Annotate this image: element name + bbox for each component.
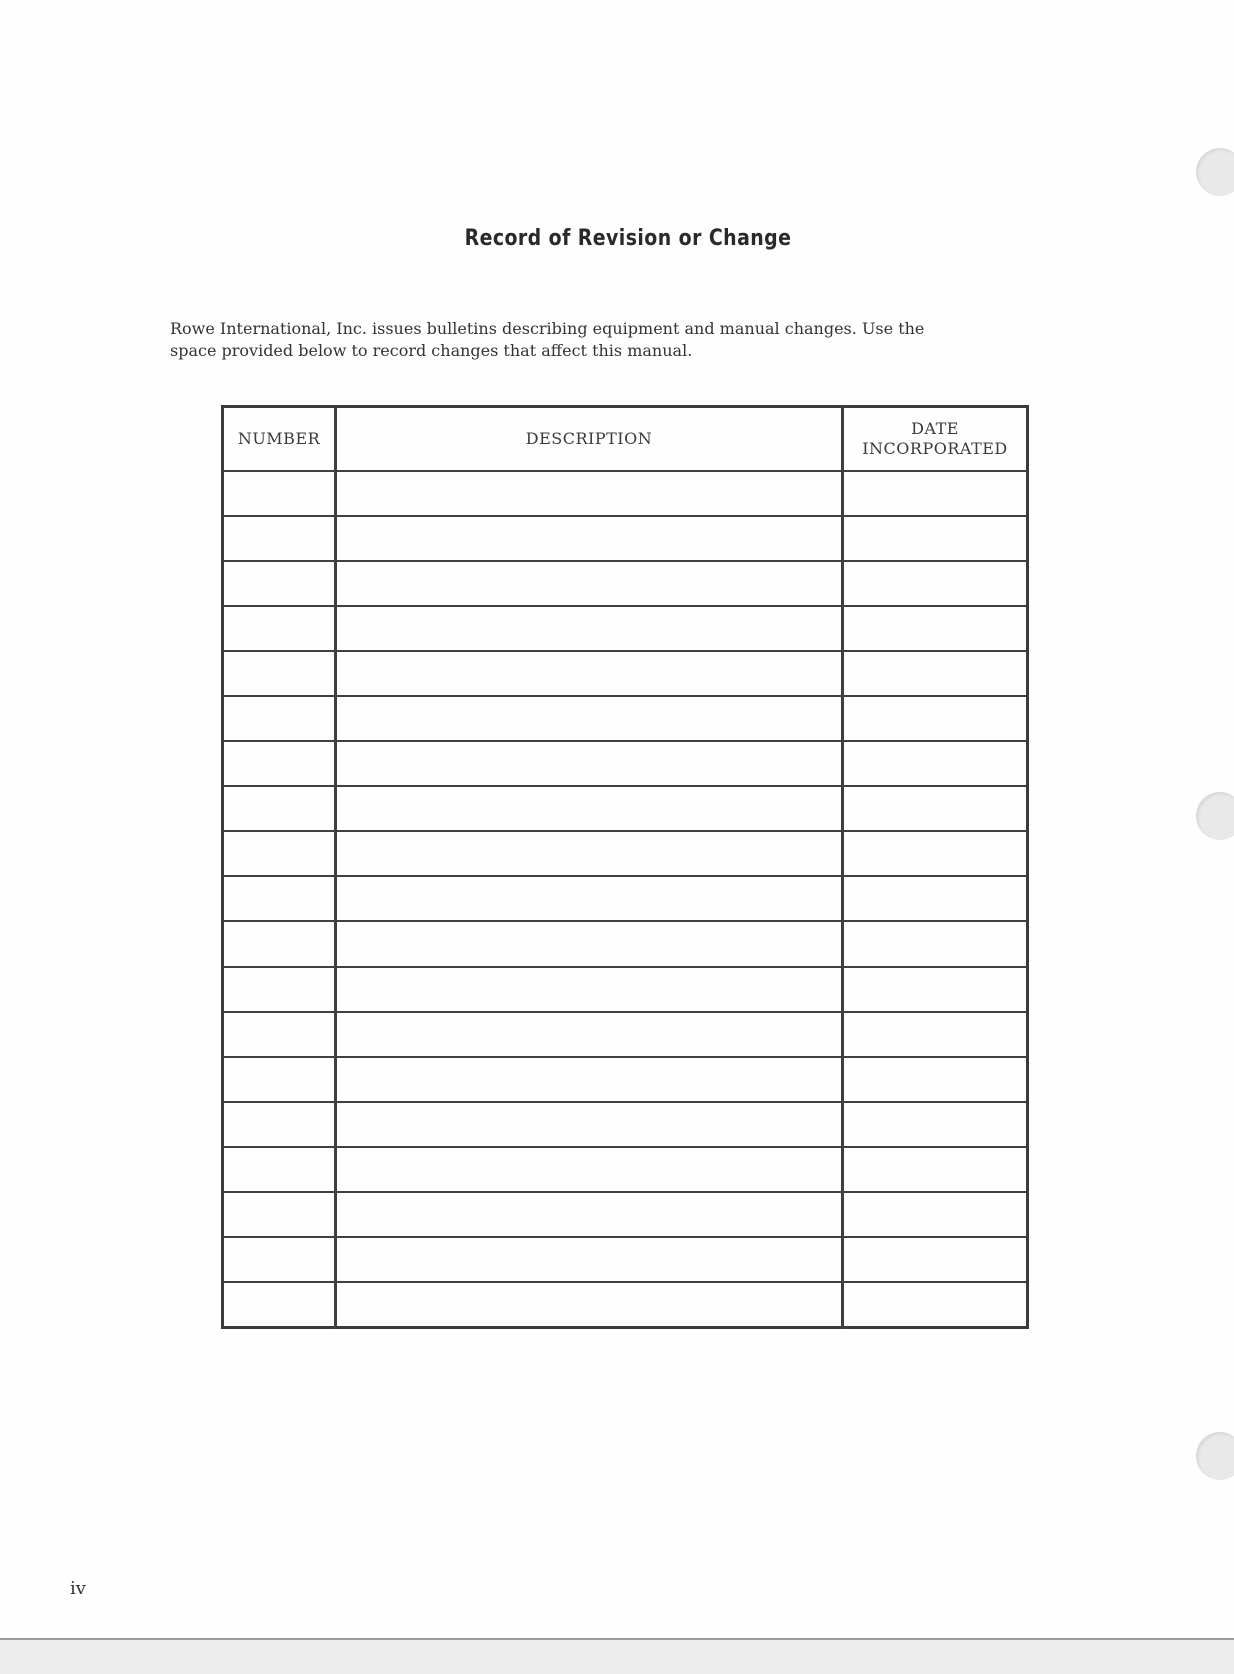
cell-date[interactable] <box>843 561 1028 606</box>
cell-date[interactable] <box>843 967 1028 1012</box>
cell-description[interactable] <box>336 651 843 696</box>
revision-table <box>221 405 1029 1329</box>
cell-date[interactable] <box>843 696 1028 741</box>
cell-date[interactable] <box>843 651 1028 696</box>
cell-number[interactable] <box>223 741 336 786</box>
table-row <box>223 651 1028 696</box>
cell-description[interactable] <box>336 831 843 876</box>
cell-number[interactable] <box>223 1192 336 1237</box>
table-row <box>223 471 1028 516</box>
cell-description[interactable] <box>336 921 843 966</box>
cell-date[interactable] <box>843 1192 1028 1237</box>
cell-description[interactable] <box>336 876 843 921</box>
table-row <box>223 561 1028 606</box>
table-row <box>223 1282 1028 1328</box>
cell-description[interactable] <box>336 696 843 741</box>
table-body <box>223 471 1028 1328</box>
header-date-line-2: INCORPORATED <box>862 439 1008 458</box>
table-row <box>223 741 1028 786</box>
table-row <box>223 1057 1028 1102</box>
cell-description[interactable] <box>336 1147 843 1192</box>
cell-description[interactable] <box>336 1282 843 1328</box>
header-description: DESCRIPTION <box>336 407 843 472</box>
cell-number[interactable] <box>223 606 336 651</box>
table-row <box>223 1192 1028 1237</box>
table-row <box>223 1102 1028 1147</box>
cell-number[interactable] <box>223 471 336 516</box>
page-title: Record of Revision or Change <box>464 226 792 251</box>
cell-number[interactable] <box>223 561 336 606</box>
intro-paragraph <box>170 318 1090 362</box>
cell-number[interactable] <box>223 696 336 741</box>
cell-date[interactable] <box>843 1012 1028 1057</box>
cell-number[interactable] <box>223 831 336 876</box>
table-row <box>223 1147 1028 1192</box>
cell-date[interactable] <box>843 471 1028 516</box>
cell-description[interactable] <box>336 741 843 786</box>
cell-date[interactable] <box>843 606 1028 651</box>
intro-line-1: Rowe International, Inc. issues bulletins describing equipment and manual changes. Use the <box>170 319 925 338</box>
cell-number[interactable] <box>223 1012 336 1057</box>
cell-date[interactable] <box>843 831 1028 876</box>
table-row <box>223 1237 1028 1282</box>
cell-date[interactable] <box>843 1282 1028 1328</box>
cell-description[interactable] <box>336 967 843 1012</box>
cell-description[interactable] <box>336 471 843 516</box>
cell-description[interactable] <box>336 1102 843 1147</box>
intro-line-2: space provided below to record changes that affect this manual. <box>170 341 693 360</box>
cell-date[interactable] <box>843 741 1028 786</box>
cell-description[interactable] <box>336 786 843 831</box>
cell-date[interactable] <box>843 1237 1028 1282</box>
header-number: NUMBER <box>223 407 336 472</box>
cell-number[interactable] <box>223 921 336 966</box>
cell-description[interactable] <box>336 1192 843 1237</box>
cell-date[interactable] <box>843 1057 1028 1102</box>
header-date-line-1: DATE <box>911 419 959 438</box>
cell-number[interactable] <box>223 1282 336 1328</box>
cell-date[interactable] <box>843 921 1028 966</box>
cell-number[interactable] <box>223 876 336 921</box>
cell-number[interactable] <box>223 516 336 561</box>
table-header-row <box>223 407 1028 472</box>
table-row <box>223 967 1028 1012</box>
table-row <box>223 1012 1028 1057</box>
table-row <box>223 516 1028 561</box>
cell-date[interactable] <box>843 516 1028 561</box>
cell-number[interactable] <box>223 651 336 696</box>
page-number: iv <box>70 1578 86 1599</box>
cell-description[interactable] <box>336 606 843 651</box>
cell-date[interactable] <box>843 1147 1028 1192</box>
table-row <box>223 786 1028 831</box>
cell-description[interactable] <box>336 516 843 561</box>
scan-bottom-edge <box>0 1638 1234 1674</box>
cell-description[interactable] <box>336 1237 843 1282</box>
cell-date[interactable] <box>843 1102 1028 1147</box>
cell-number[interactable] <box>223 786 336 831</box>
header-date-incorporated <box>843 407 1028 472</box>
cell-date[interactable] <box>843 786 1028 831</box>
cell-date[interactable] <box>843 876 1028 921</box>
cell-description[interactable] <box>336 1057 843 1102</box>
binder-hole-bottom <box>1196 1432 1234 1480</box>
binder-hole-top <box>1196 148 1234 196</box>
table-row <box>223 696 1028 741</box>
binder-hole-middle <box>1196 792 1234 840</box>
table-row <box>223 921 1028 966</box>
table-row <box>223 606 1028 651</box>
cell-number[interactable] <box>223 1057 336 1102</box>
table-row <box>223 831 1028 876</box>
table-row <box>223 876 1028 921</box>
cell-number[interactable] <box>223 967 336 1012</box>
cell-number[interactable] <box>223 1237 336 1282</box>
cell-number[interactable] <box>223 1147 336 1192</box>
cell-description[interactable] <box>336 1012 843 1057</box>
cell-description[interactable] <box>336 561 843 606</box>
cell-number[interactable] <box>223 1102 336 1147</box>
